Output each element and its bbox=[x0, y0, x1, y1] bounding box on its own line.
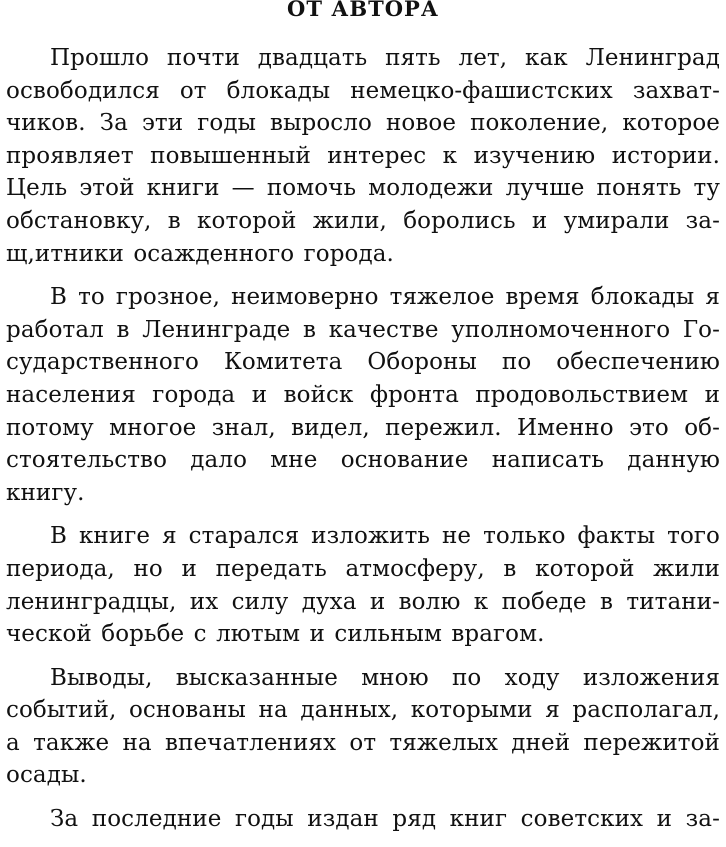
text-line: осады. bbox=[6, 762, 87, 789]
text-line: щ,итники осажденного города. bbox=[6, 240, 394, 267]
page-title: ОТ АВТОРА bbox=[287, 0, 439, 21]
text-line: а также на впечатлениях от тяжелых дней пережитой bbox=[6, 729, 720, 756]
text-line: чиков. За эти годы выросло новое поколение, которое bbox=[6, 110, 720, 137]
text-line: освободился от блокады немецко-фашистских захват- bbox=[6, 77, 720, 104]
text-line: потому многое знал, видел, пережил. Именно это об- bbox=[6, 414, 720, 441]
text-line: Цель этой книги — помочь молодежи лучше понять ту bbox=[6, 175, 720, 202]
text-line: обстановку, в которой жили, боролись и умирали за- bbox=[6, 207, 720, 234]
text-line: периода, но и передать атмосферу, в которой жили bbox=[6, 555, 720, 582]
text-line: стоятельство дало мне основание написать данную bbox=[6, 447, 720, 474]
text-line: книгу. bbox=[6, 479, 85, 506]
text-line: За последние годы издан ряд книг советских и за- bbox=[50, 806, 720, 833]
text-line: Выводы, высказанные мною по ходу изложения bbox=[50, 664, 720, 691]
text-line: В книге я старался изложить не только факты того bbox=[50, 523, 720, 550]
text-line: сударственного Комитета Обороны по обеспечению bbox=[6, 349, 720, 376]
text-line: событий, основаны на данных, которыми я располагал, bbox=[6, 697, 720, 724]
text-line: В то грозное, неимоверно тяжелое время блокады я bbox=[50, 284, 720, 311]
document-page bbox=[6, 0, 720, 847]
paragraph-2 bbox=[6, 281, 720, 509]
paragraph-4 bbox=[6, 662, 720, 792]
paragraph-5 bbox=[6, 803, 720, 836]
text-line: ческой борьбе с лютым и сильным врагом. bbox=[6, 621, 545, 648]
paragraph-3 bbox=[6, 520, 720, 650]
text-line: Прошло почти двадцать пять лет, как Ленинград bbox=[50, 45, 720, 71]
text-line: проявляет повышенный интерес к изучению истории. bbox=[6, 142, 720, 169]
paragraph-1 bbox=[6, 42, 720, 270]
text-line: работал в Ленинграде в качестве уполномоченного Го- bbox=[6, 316, 720, 343]
text-line: ленинградцы, их силу духа и волю к победе в титани- bbox=[6, 588, 720, 615]
text-line: населения города и войск фронта продовольствием и bbox=[6, 381, 720, 408]
